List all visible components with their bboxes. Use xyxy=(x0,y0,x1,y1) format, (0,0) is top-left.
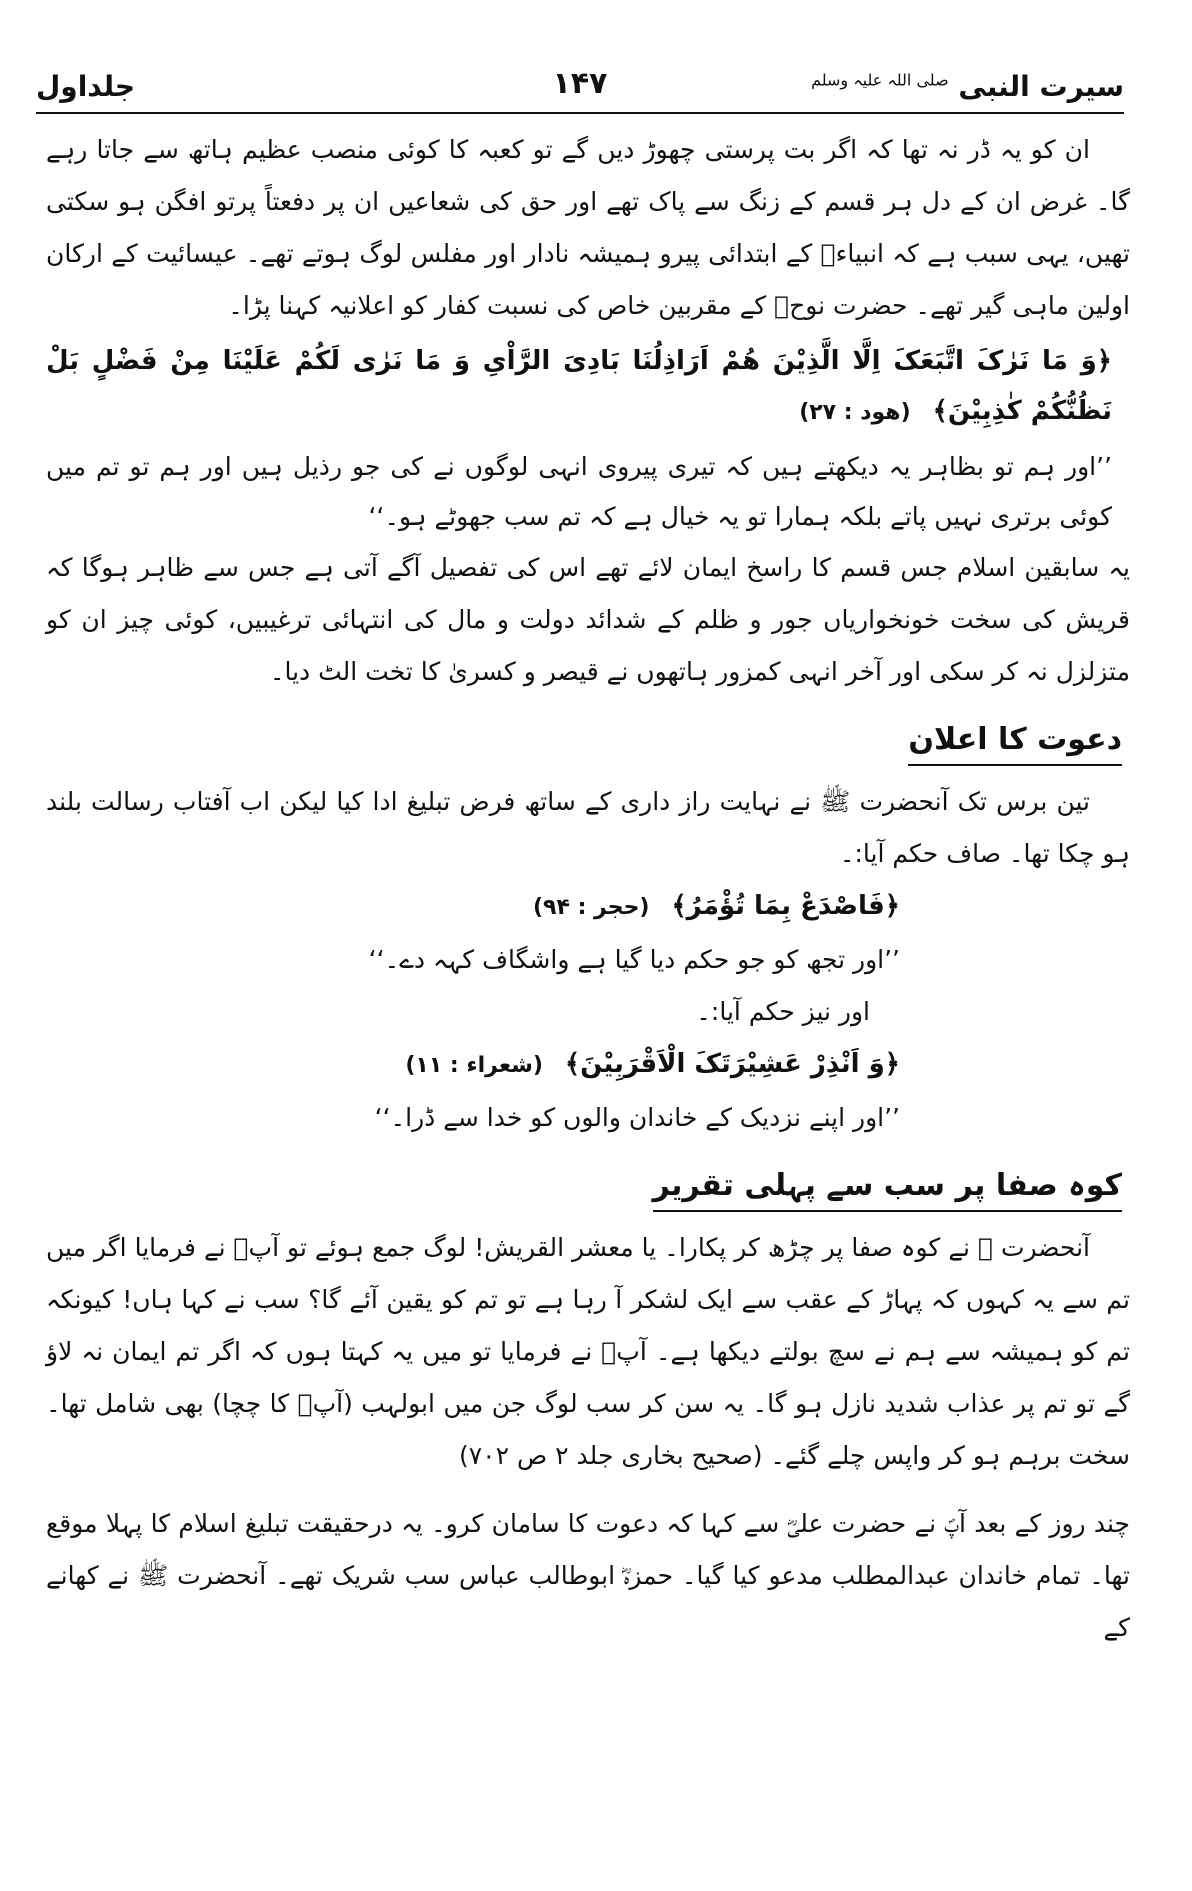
quran-verse-3: ﴿وَ اَنْذِرْ عَشِیْرَتَکَ الْاَقْرَبِیْنَ﴾ xyxy=(564,1049,900,1079)
translation-1: ’’اور ہم تو بظاہر یہ دیکھتے ہیں کہ تیری پیروی انہی لوگوں نے کی جو رذیل ہیں اور ہم تو تم میں کوئی برتری نہیں پاتے بلکہ ہمارا تو یہ خیال ہے کہ تم سب جھوٹے ہو۔‘‘ xyxy=(46,452,1112,531)
quran-quote-2 xyxy=(46,880,900,934)
volume-label: جلداول xyxy=(36,70,136,103)
honorific-seal: صلی اللہ علیہ وسلم xyxy=(811,70,949,90)
page-number: ۱۴۷ xyxy=(552,66,608,101)
paragraph-3: تین برس تک آنحضرت ﷺ نے نہایت راز داری کے ساتھ فرض تبلیغ ادا کیا لیکن اب آفتاب رسالت بلند ہو چکا تھا۔ صاف حکم آیا:۔ xyxy=(46,787,1130,868)
quran-verse-2: ﴿فَاصْدَعْ بِمَا تُؤْمَرُ﴾ xyxy=(671,891,900,921)
section-heading-dawat: دعوت کا اعلان xyxy=(908,716,1122,766)
section-heading-safa: کوہ صفا پر سب سے پہلی تقریر xyxy=(653,1162,1123,1212)
section-heading-wrapper-1 xyxy=(46,698,1130,776)
translation-2: ’’اور تجھ کو جو حکم دیا گیا ہے واشگاف کہہ دے۔‘‘ xyxy=(368,945,900,974)
paragraph-5: چند روز کے بعد آپؐ نے حضرت علیؓ سے کہا کہ دعوت کا سامان کرو۔ یہ درحقیقت تبلیغ اسلام کا پہلا موقع تھا۔ تمام خاندان عبدالمطلب مدعو کیا گیا۔ حمزہؓ ابوطالب عباس سب شریک تھے۔ آنحضرت ﷺ نے کھانے کے xyxy=(46,1509,1130,1642)
section-heading-wrapper-2 xyxy=(46,1144,1130,1222)
quran-verse-1: ﴿وَ مَا نَرٰکَ اتَّبَعَکَ اِلَّا الَّذِیْنَ هُمْ اَرَاذِلُنَا بَادِیَ الرَّاْیِ وَ مَا نَرٰی لَکُمْ عَلَیْنَا مِنْ فَضْلٍ بَلْ نَظُنُّکُمْ کٰذِبِیْنَ﴾ xyxy=(46,346,1112,426)
paragraph-gap xyxy=(46,1482,1130,1498)
paragraph-4: آنحضرت ﷺ نے کوہ صفا پر چڑھ کر پکارا۔ یا معشر القریش! لوگ جمع ہوئے تو آپؐ نے فرمایا اگر میں تم سے یہ کہوں کہ پہاڑ کے عقب سے ایک لشکر آ رہا ہے تو تم کو یقین آئے گا؟ سب نے کہا ہاں! کیونکہ تم کو ہمیشہ سے ہم نے سچ بولتے دیکھا ہے۔ آپؐ نے فرمایا تو میں یہ کہتا ہوں کہ اگر تم ایمان نہ لاؤ گے تو تم پر عذاب شدید نازل ہو گا۔ یہ سن کر سب لوگ جن میں ابولہب (آپؐ کا چچا) بھی شامل تھا۔ سخت برہم ہو کر واپس چلے گئے۔ (صحیح بخاری جلد ۲ ص ۷۰۲) xyxy=(46,1233,1130,1470)
paragraph-2: یہ سابقین اسلام جس قسم کا راسخ ایمان لائے تھے اس کی تفصیل آگے آتی ہے جس سے ظاہر ہوگا کہ قریش کی سخت خونخواریاں جور و ظلم کے شدائد دولت و مال کی انتہائی ترغیبیں، کوئی چیز ان کو متزلزل نہ کر سکی اور آخر انہی کمزور ہاتھوں نے قیصر و کسریٰ کا تخت الٹ دیا۔ xyxy=(46,553,1130,686)
verse-reference-1: (هود : ۲۷) xyxy=(799,400,911,425)
verse-reference-2: (حجر : ۹۴) xyxy=(532,895,650,920)
quran-quote-1 xyxy=(46,336,1112,438)
page-body xyxy=(46,124,1130,1654)
verse-reference-3: (شعراء : ۱۱) xyxy=(405,1053,543,1078)
book-title-text: سیرت النبی xyxy=(958,70,1124,103)
book-title xyxy=(811,70,1124,103)
translation-3: ’’اور اپنے نزدیک کے خاندان والوں کو خدا سے ڈرا۔‘‘ xyxy=(374,1103,900,1132)
quran-quote-3 xyxy=(46,1038,900,1092)
page-header xyxy=(36,62,1124,114)
command-line: اور نیز حکم آیا:۔ xyxy=(696,997,870,1026)
paragraph-1: ان کو یہ ڈر نہ تھا کہ اگر بت پرستی چھوڑ دیں گے تو کعبہ کا کوئی منصب عظیم ہاتھ سے جاتا رہے گا۔ غرض ان کے دل ہر قسم کے زنگ سے پاک تھے اور حق کی شعاعیں ان پر دفعتاً پرتو افگن ہو سکتی تھیں، یہی سبب ہے کہ انبیاءؑ کے ابتدائی پیرو ہمیشہ نادار اور مفلس لوگ ہوتے تھے۔ عیسائیت کے ارکان اولین ماہی گیر تھے۔ حضرت نوحؑ کے مقربین خاص کی نسبت کفار کو اعلانیہ کہنا پڑا۔ xyxy=(46,135,1130,320)
